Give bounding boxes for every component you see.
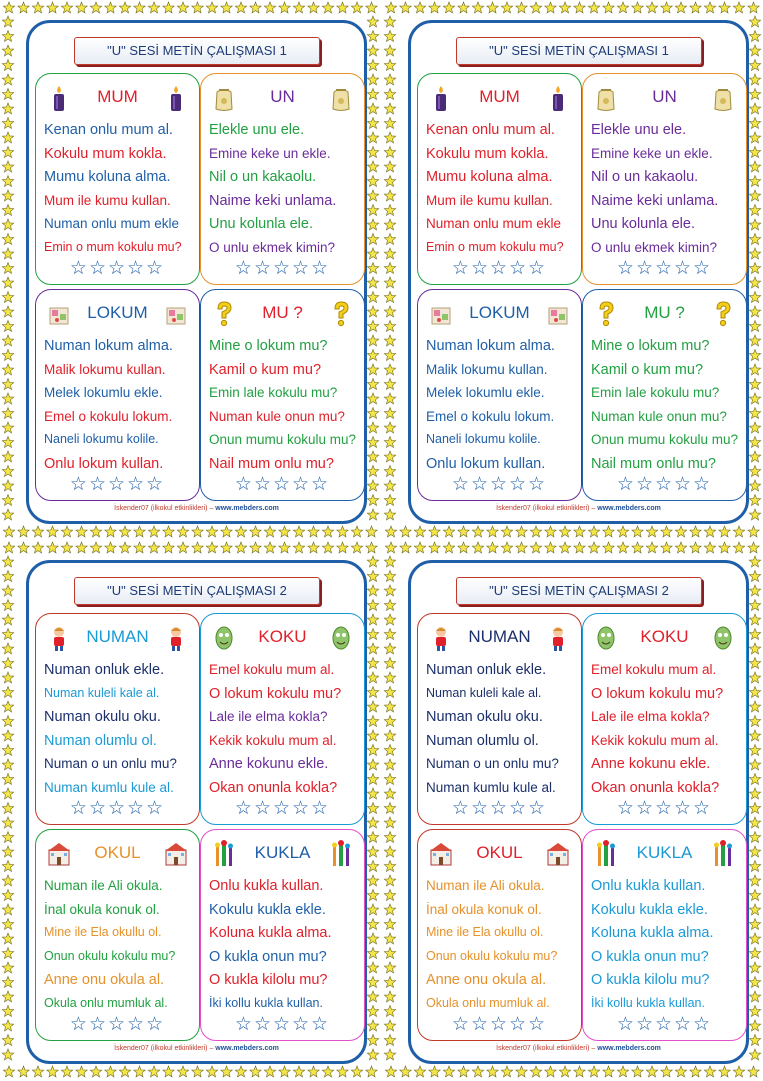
sentence-line: O kukla kilolu mu? [209, 972, 328, 988]
sentence-list [209, 338, 360, 479]
sentence-line: Numan ile Ali okula. [44, 878, 163, 893]
worksheet-3 [0, 540, 381, 1080]
text-box-un [582, 73, 747, 285]
sentence-line: Kekik kokulu mum al. [591, 732, 719, 748]
worksheet-title: "U" SESİ METİN ÇALIŞMASI 1 [489, 43, 669, 58]
sentence-list [44, 122, 195, 263]
text-box-koku [582, 613, 747, 825]
sentence-line: Elekle unu ele. [209, 122, 305, 138]
sentence-line: Unu kolunla ele. [209, 216, 313, 232]
sentence-list [44, 338, 195, 479]
sentence-line: Numan kumlu kule al. [44, 779, 174, 795]
sentence-line: Onun okulu kokulu mu? [44, 948, 176, 963]
box-title: MU ? [644, 303, 685, 322]
sentence-line: Elekle unu ele. [591, 122, 687, 138]
sentence-line: Emin o mum kokulu mu? [426, 239, 564, 254]
footer-site: www.mebders.com [215, 1045, 279, 1052]
box-title: MUM [97, 87, 138, 106]
sentence-line: Numan kuleli kale al. [426, 685, 542, 700]
footer-credit [411, 1045, 746, 1052]
sentence-line: Mum ile kumu kullan. [44, 192, 171, 208]
rating-stars[interactable]: ☆☆☆☆☆ [616, 258, 713, 279]
footer-credit [29, 505, 364, 512]
text-box-okul [35, 829, 200, 1041]
text-box-numan [417, 613, 582, 825]
sentence-line: Numan okulu oku. [426, 709, 543, 725]
text-box-un [200, 73, 365, 285]
sentence-line: O lokum kokulu mu? [591, 685, 724, 702]
sentence-line: Anne onu okula al. [426, 972, 547, 988]
sentence-line: Numan onlu mum ekle [426, 216, 562, 231]
sentence-line: Numan kuleli kale al. [44, 685, 160, 700]
sentence-line: Unu kolunla ele. [591, 216, 695, 232]
rating-stars[interactable]: ☆☆☆☆☆ [69, 258, 166, 279]
sentence-line: Naime keki unlama. [591, 192, 719, 209]
title-banner [456, 37, 702, 65]
box-title: KUKLA [254, 843, 311, 862]
sentence-line: Emel o kokulu lokum. [44, 408, 173, 424]
sentence-line: Naneli lokumu kolile. [426, 432, 541, 446]
rating-stars[interactable]: ☆☆☆☆☆ [69, 798, 166, 819]
sentence-line: Anne kokunu ekle. [591, 756, 711, 772]
sentence-list [426, 122, 577, 263]
sentence-line: Mine o lokum mu? [591, 338, 710, 354]
sentence-line: O kukla kilolu mu? [591, 972, 710, 988]
text-box-okul [417, 829, 582, 1041]
text-box-kukla [582, 829, 747, 1041]
text-box-numan [35, 613, 200, 825]
sentence-line: Numan o un onlu mu? [44, 756, 177, 771]
sentence-line: Onun mumu kokulu mu? [209, 432, 357, 447]
sentence-list [209, 122, 360, 263]
rating-stars[interactable]: ☆☆☆☆☆ [69, 1014, 166, 1035]
sentence-line: Nil o un kakaolu. [591, 169, 699, 185]
sentence-line: Lale ile elma kokla? [591, 709, 710, 724]
sentence-line: Kokulu mum kokla. [426, 145, 549, 162]
sentence-line: Numan kule onun mu? [209, 408, 345, 424]
sentence-line: Numan o un onlu mu? [426, 756, 559, 771]
rating-stars[interactable]: ☆☆☆☆☆ [451, 258, 548, 279]
text-box-lokum [417, 289, 582, 501]
worksheet-frame [26, 20, 367, 524]
box-title: NUMAN [86, 627, 149, 646]
box-title: LOKUM [87, 303, 148, 322]
text-box-mu [200, 289, 365, 501]
sentence-list [209, 878, 360, 1019]
title-banner [74, 577, 320, 605]
sentence-line: O kukla onun mu? [209, 948, 327, 965]
box-title: OKUL [94, 843, 141, 862]
sentence-line: Numan kumlu kule al. [426, 779, 556, 795]
title-banner [74, 37, 320, 65]
sentence-line: Onun okulu kokulu mu? [426, 948, 558, 963]
text-box-mu [582, 289, 747, 501]
sentence-line: Anne kokunu ekle. [209, 756, 329, 772]
footer-site: www.mebders.com [215, 505, 279, 512]
sentence-line: Emin lale kokulu mu? [591, 385, 720, 400]
sentence-line: Numan lokum alma. [426, 338, 555, 354]
rating-stars[interactable]: ☆☆☆☆☆ [616, 1014, 713, 1035]
worksheet-frame [26, 560, 367, 1064]
sentence-list [44, 878, 195, 1019]
footer-credit [29, 1045, 364, 1052]
sentence-line: O lokum kokulu mu? [209, 685, 342, 702]
footer-author: İskender07 (ilkokul etkinlikleri) – [496, 1045, 598, 1052]
sentence-line: Onlu kukla kullan. [209, 878, 324, 894]
sentence-line: Onlu lokum kullan. [44, 455, 164, 472]
sentence-line: Onlu kukla kullan. [591, 878, 706, 894]
sentence-line: Kenan onlu mum al. [426, 122, 555, 138]
sentence-line: Emel kokulu mum al. [591, 662, 717, 677]
sentence-list [44, 662, 195, 803]
sentence-line: Emine keke un ekle. [209, 145, 331, 161]
rating-stars[interactable]: ☆☆☆☆☆ [616, 474, 713, 495]
sentence-line: Okan onunla kokla? [591, 779, 720, 796]
sentence-line: Mine ile Ela okullu ol. [426, 925, 544, 939]
rating-stars[interactable]: ☆☆☆☆☆ [234, 1014, 331, 1035]
sentence-list [591, 878, 742, 1019]
worksheet-title: "U" SESİ METİN ÇALIŞMASI 1 [107, 43, 287, 58]
sentence-line: Naime keki unlama. [209, 192, 337, 209]
sentence-line: Mum ile kumu kullan. [426, 192, 553, 208]
sentence-line: Kekik kokulu mum al. [209, 732, 337, 748]
sentence-line: Kenan onlu mum al. [44, 122, 173, 138]
sentence-line: Numan lokum alma. [44, 338, 173, 354]
sentence-line: İnal okula konuk ol. [44, 901, 160, 917]
sentence-line: O unlu ekmek kimin? [591, 239, 718, 255]
sentence-line: Malik lokumu kullan. [426, 361, 548, 377]
sentence-line: Mumu koluna alma. [426, 169, 553, 185]
sentence-line: Kokulu kukla ekle. [591, 901, 708, 918]
box-title: KOKU [640, 627, 689, 646]
sentence-list [591, 122, 742, 263]
sentence-line: Nail mum onlu mu? [591, 455, 716, 472]
sentence-line: Nil o un kakaolu. [209, 169, 317, 185]
rating-stars[interactable]: ☆☆☆☆☆ [234, 258, 331, 279]
sentence-line: Naneli lokumu kolile. [44, 432, 159, 446]
sentence-line: O unlu ekmek kimin? [209, 239, 336, 255]
sentence-line: Numan onluk ekle. [426, 662, 547, 678]
sentence-line: Kokulu kukla ekle. [209, 901, 326, 918]
sentence-line: Numan okulu oku. [44, 709, 161, 725]
rating-stars[interactable]: ☆☆☆☆☆ [451, 798, 548, 819]
footer-author: İskender07 (ilkokul etkinlikleri) – [114, 1045, 216, 1052]
sentence-line: Emin o mum kokulu mu? [44, 239, 182, 254]
footer-site: www.mebders.com [597, 505, 661, 512]
sentence-line: Emel o kokulu lokum. [426, 408, 555, 424]
sentence-line: Emine keke un ekle. [591, 145, 713, 161]
sentence-line: Koluna kukla alma. [591, 925, 714, 941]
footer-author: İskender07 (ilkokul etkinlikleri) – [496, 505, 598, 512]
box-title: KOKU [258, 627, 307, 646]
sentence-list [426, 662, 577, 803]
text-box-koku [200, 613, 365, 825]
box-title: NUMAN [468, 627, 531, 646]
worksheet-frame [408, 560, 749, 1064]
sentence-line: Nail mum onlu mu? [209, 455, 334, 472]
sentence-line: Kamil o kum mu? [209, 361, 322, 378]
worksheet-4 [382, 540, 763, 1080]
sentence-line: Numan ile Ali okula. [426, 878, 545, 893]
sentence-line: İki kollu kukla kullan. [209, 995, 323, 1010]
sentence-line: Okula onlu mumluk al. [426, 995, 550, 1010]
worksheet-2 [382, 0, 763, 540]
sentence-line: Okan onunla kokla? [209, 779, 338, 796]
worksheet-frame [408, 20, 749, 524]
text-box-mum [417, 73, 582, 285]
sentence-line: Anne onu okula al. [44, 972, 165, 988]
sentence-line: Numan onlu mum ekle [44, 216, 180, 231]
sentence-line: O kukla onun mu? [591, 948, 709, 965]
sentence-line: Numan olumlu ol. [426, 732, 539, 749]
text-box-lokum [35, 289, 200, 501]
sentence-list [426, 878, 577, 1019]
sentence-line: Onun mumu kokulu mu? [591, 432, 739, 447]
rating-stars[interactable]: ☆☆☆☆☆ [69, 474, 166, 495]
sentence-line: Kamil o kum mu? [591, 361, 704, 378]
sentence-line: Numan onluk ekle. [44, 662, 165, 678]
sentence-line: Numan olumlu ol. [44, 732, 157, 749]
title-banner [456, 577, 702, 605]
worksheet-1 [0, 0, 381, 540]
sentence-line: Emel kokulu mum al. [209, 662, 335, 677]
sentence-line: İki kollu kukla kullan. [591, 995, 705, 1010]
sentence-line: Emin lale kokulu mu? [209, 385, 338, 400]
sentence-line: Kokulu mum kokla. [44, 145, 167, 162]
worksheet-title: "U" SESİ METİN ÇALIŞMASI 2 [107, 583, 287, 598]
rating-stars[interactable]: ☆☆☆☆☆ [616, 798, 713, 819]
box-title: UN [270, 87, 295, 106]
sentence-line: Malik lokumu kullan. [44, 361, 166, 377]
sentence-line: Numan kule onun mu? [591, 408, 727, 424]
footer-author: İskender07 (ilkokul etkinlikleri) – [114, 505, 216, 512]
rating-stars[interactable]: ☆☆☆☆☆ [234, 474, 331, 495]
rating-stars[interactable]: ☆☆☆☆☆ [451, 474, 548, 495]
sentence-line: Okula onlu mumluk al. [44, 995, 168, 1010]
box-title: LOKUM [469, 303, 530, 322]
sentence-line: Lale ile elma kokla? [209, 709, 328, 724]
sentence-line: Melek lokumlu ekle. [44, 385, 163, 400]
box-title: OKUL [476, 843, 523, 862]
worksheet-title: "U" SESİ METİN ÇALIŞMASI 2 [489, 583, 669, 598]
sentence-line: Onlu lokum kullan. [426, 455, 546, 472]
sentence-list [426, 338, 577, 479]
text-box-mum [35, 73, 200, 285]
rating-stars[interactable]: ☆☆☆☆☆ [234, 798, 331, 819]
sentence-line: Koluna kukla alma. [209, 925, 332, 941]
sentence-line: Mumu koluna alma. [44, 169, 171, 185]
box-title: UN [652, 87, 677, 106]
sentence-line: Mine ile Ela okullu ol. [44, 925, 162, 939]
sentence-list [209, 662, 360, 803]
footer-credit [411, 505, 746, 512]
box-title: MU ? [262, 303, 303, 322]
rating-stars[interactable]: ☆☆☆☆☆ [451, 1014, 548, 1035]
sentence-list [591, 662, 742, 803]
footer-site: www.mebders.com [597, 1045, 661, 1052]
sentence-list [591, 338, 742, 479]
sentence-line: İnal okula konuk ol. [426, 901, 542, 917]
sentence-line: Melek lokumlu ekle. [426, 385, 545, 400]
sentence-line: Mine o lokum mu? [209, 338, 328, 354]
box-title: MUM [479, 87, 520, 106]
box-title: KUKLA [636, 843, 693, 862]
text-box-kukla [200, 829, 365, 1041]
